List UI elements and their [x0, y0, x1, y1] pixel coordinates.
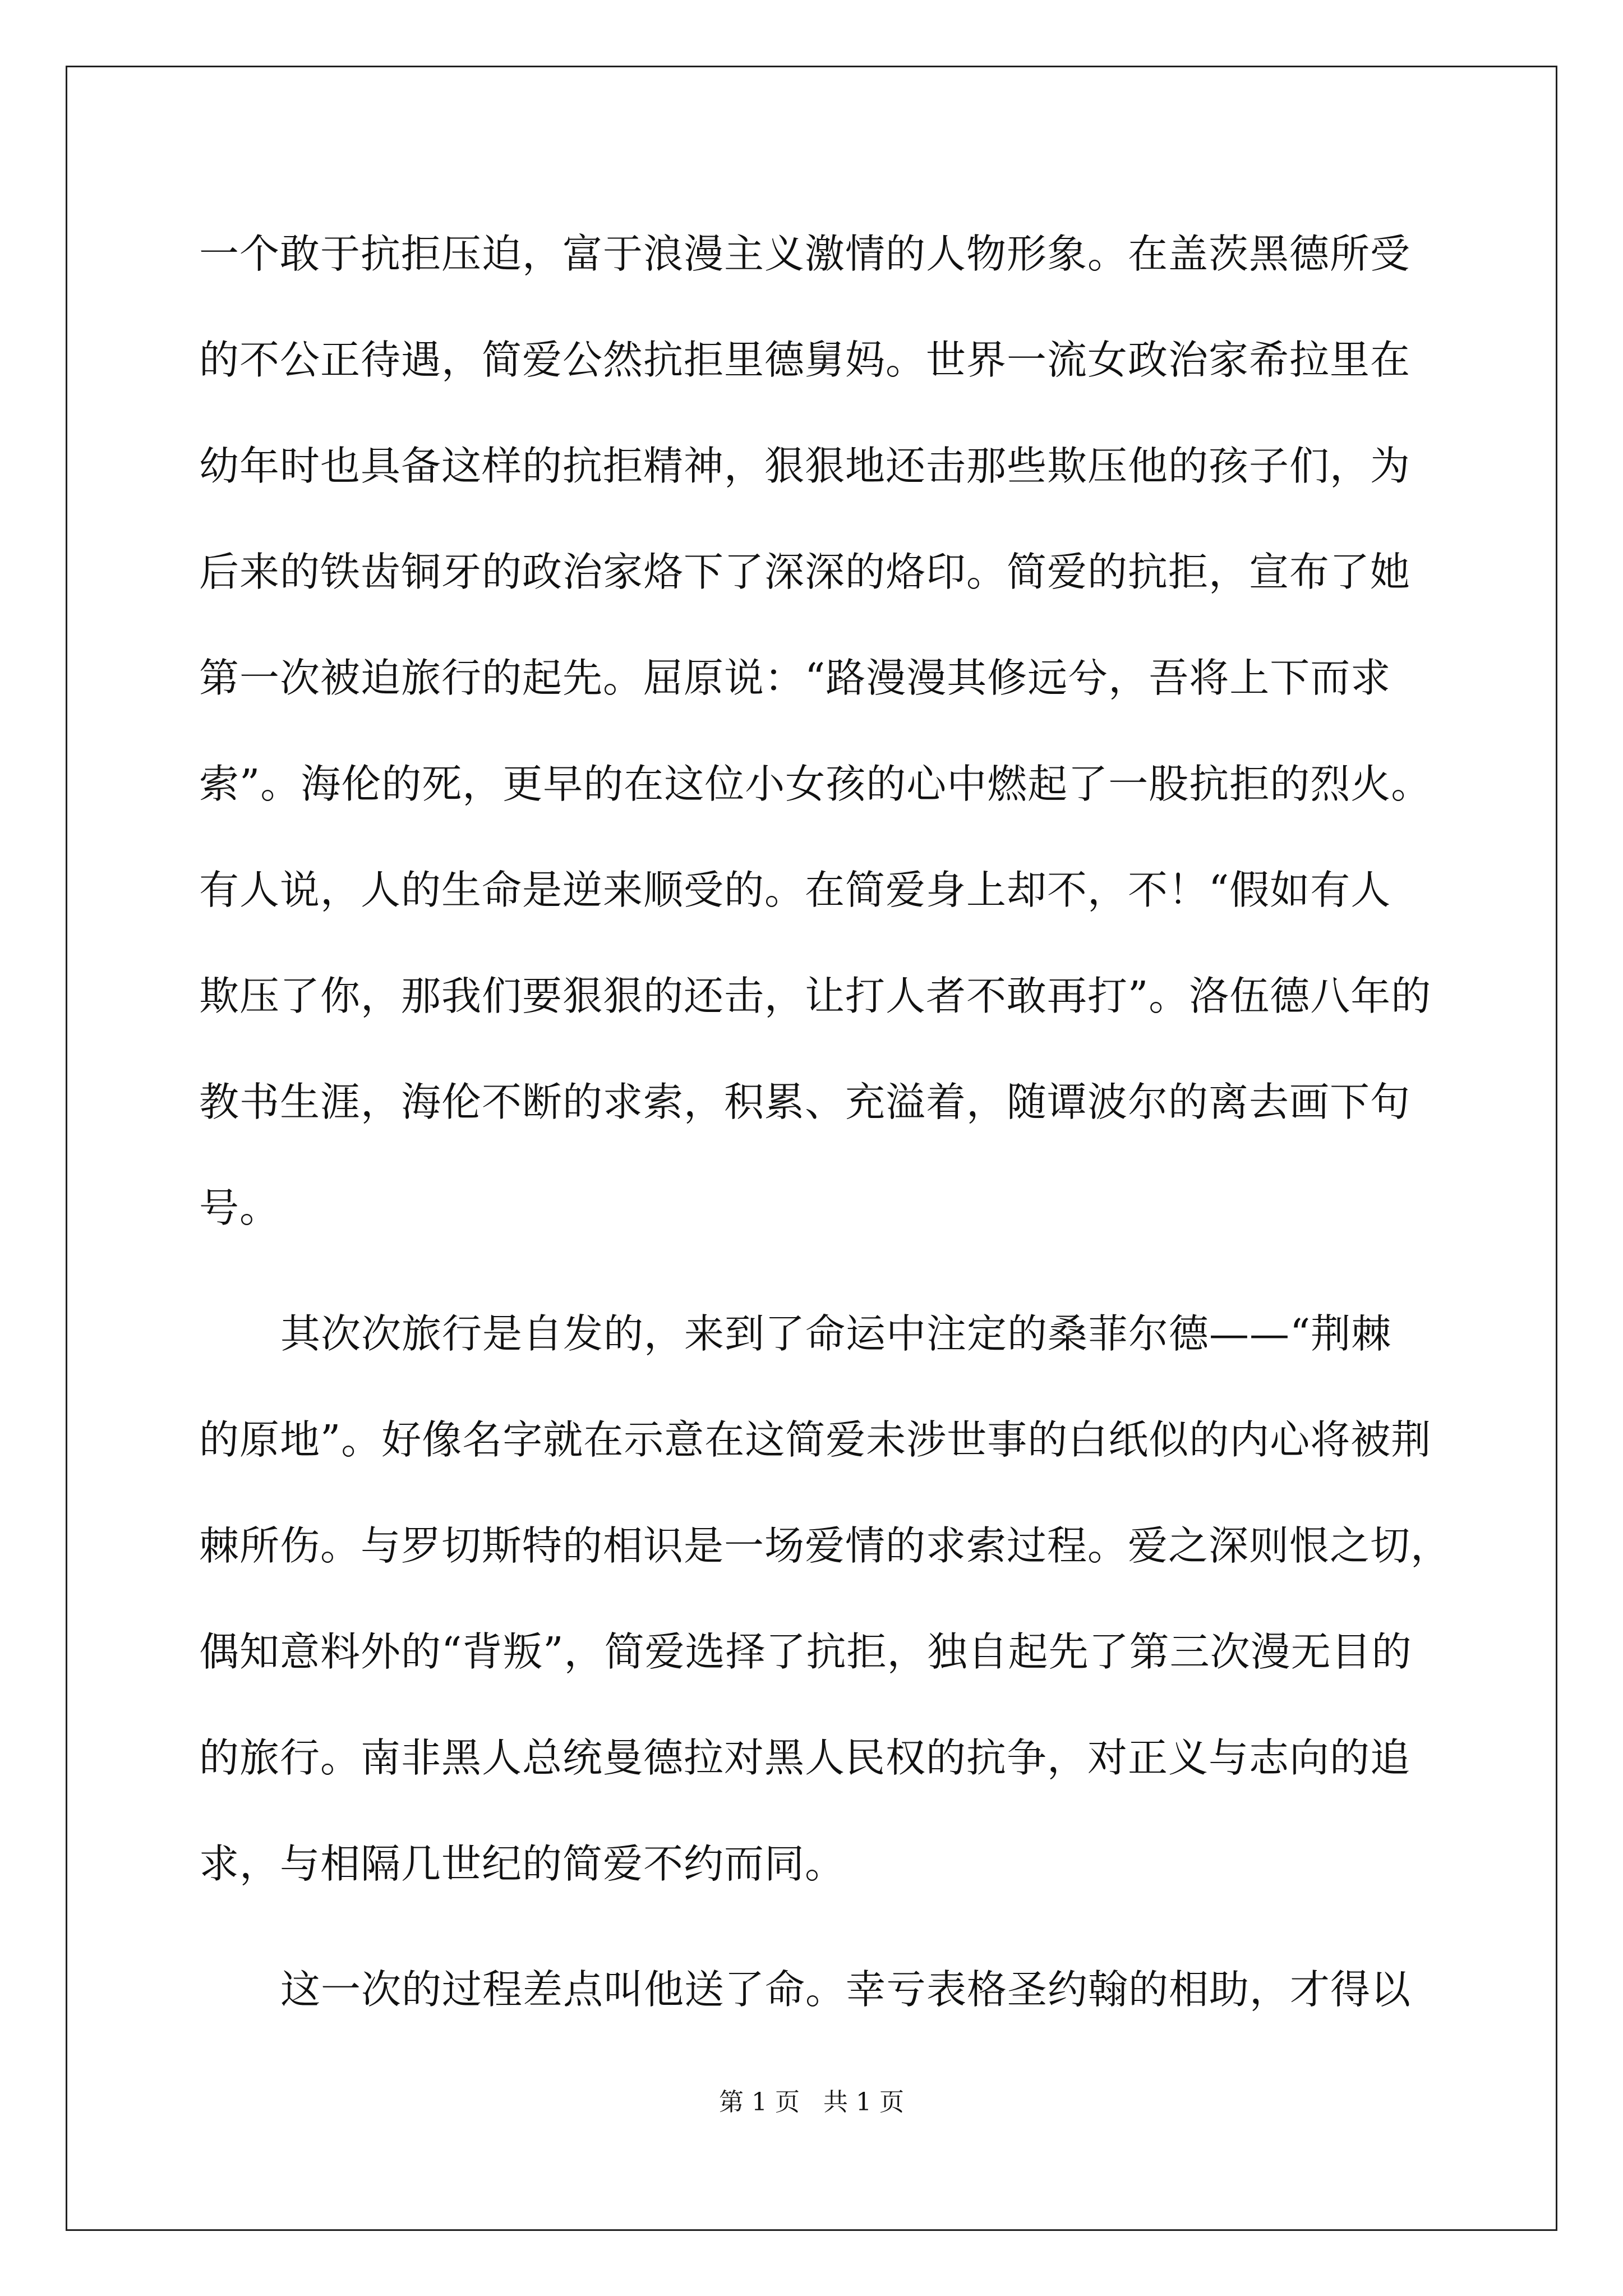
text-line: 求，与相隔几世纪的简爱不约而同。	[199, 1841, 846, 1887]
text-line: 棘所伤。与罗切斯特的相识是一场爱情的求索过程。爱之深则恨之切，	[199, 1522, 1451, 1569]
text-line: 的旅行。南非黑人总统曼德拉对黑人民权的抗争，对正义与志向的追	[199, 1734, 1411, 1781]
text-line: 一个敢于抗拒压迫，富于浪漫主义激情的人物形象。在盖茨黑德所受	[199, 231, 1411, 277]
text-line: 第一次被迫旅行的起先。屈原说：“路漫漫其修远兮，吾将上下而求	[199, 655, 1391, 701]
text-line: 索”。海伦的死，更早的在这位小女孩的心中燃起了一股抗拒的烈火。	[199, 761, 1432, 807]
page-footer: 第 1 页 共 1 页	[719, 2088, 904, 2116]
paragraph-gap	[199, 1275, 1438, 1295]
text-line: 号。	[199, 1185, 280, 1231]
text-line: 欺压了你，那我们要狠狠的还击，让打人者不敢再打”。洛伍德八年的	[199, 973, 1432, 1019]
text-line: 偶知意料外的“背叛”，简爱选择了抗拒，独自起先了第三次漫无目的	[199, 1628, 1412, 1675]
paragraph-gap	[199, 1931, 1438, 1950]
text-line: 教书生涯，海伦不断的求索，积累、充溢着，随谭波尔的离去画下句	[199, 1079, 1411, 1125]
text-line: 的不公正待遇，简爱公然抗拒里德舅妈。世界一流女政治家希拉里在	[199, 337, 1411, 383]
text-line: 这一次的过程差点叫他送了命。幸亏表格圣约翰的相助，才得以	[280, 1966, 1412, 2013]
text-line: 幼年时也具备这样的抗拒精神，狠狠地还击那些欺压他的孩子们，为	[199, 443, 1411, 489]
text-line: 有人说，人的生命是逆来顺受的。在简爱身上却不，不！“假如有人	[199, 867, 1391, 913]
document-body	[199, 215, 1451, 2056]
text-line: 其次次旅行是自发的，来到了命运中注定的桑菲尔德——“荆棘	[280, 1310, 1392, 1357]
text-line: 后来的铁齿铜牙的政治家烙下了深深的烙印。简爱的抗拒，宣布了她	[199, 549, 1411, 595]
text-line: 的原地”。好像名字就在示意在这简爱未涉世事的白纸似的内心将被荆	[199, 1416, 1432, 1463]
